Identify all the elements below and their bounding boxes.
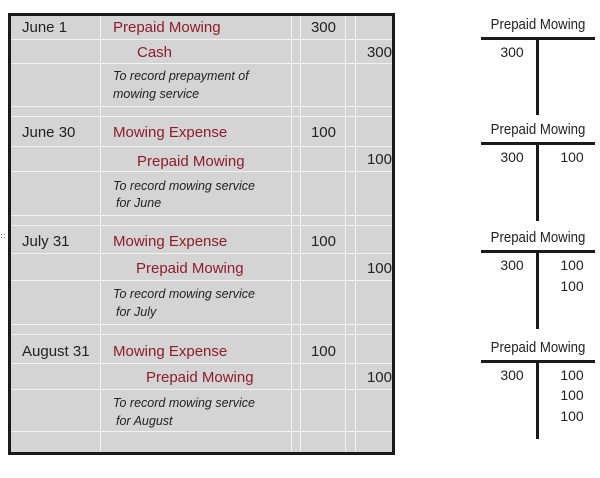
t-account-debit: 300 [500,367,524,383]
entry-date: June 30 [22,124,76,141]
entry-memo: To record prepayment of [113,69,249,83]
debit-account: Mowing Expense [113,343,228,360]
credit-account: Cash [137,44,173,61]
row-divider [11,334,392,335]
entry-memo: To record mowing service [113,287,255,301]
t-account-title: Prepaid Mowing [490,339,586,356]
row-divider [11,39,392,40]
t-account-credit: 100 [560,257,584,273]
credit-amount: 100 [366,369,392,386]
column-divider [291,16,292,452]
edge-marker: :: [0,231,6,240]
entry-memo: for August [116,414,173,428]
t-account-center-rule [536,250,539,329]
entry-memo: To record mowing service [113,396,255,410]
debit-amount: 100 [310,343,336,360]
row-divider [11,389,392,390]
debit-account: Mowing Expense [113,124,228,141]
column-divider [345,16,346,452]
row-divider [11,280,392,281]
row-divider [11,146,392,147]
credit-amount: 100 [366,260,392,277]
t-account-credit: 100 [560,278,584,294]
entry-memo: for June [116,196,162,210]
entry-date: July 31 [22,233,70,250]
row-divider [11,324,392,325]
column-divider [100,16,101,452]
row-divider [11,63,392,64]
t-account-title: Prepaid Mowing [490,229,586,246]
t-account-center-rule [536,142,539,221]
t-account-title: Prepaid Mowing [490,16,586,33]
credit-account: Prepaid Mowing [136,260,244,277]
debit-account: Mowing Expense [113,233,228,250]
debit-amount: 300 [310,19,336,36]
debit-amount: 100 [310,124,336,141]
debit-amount: 100 [310,233,336,250]
entry-date: August 31 [22,343,90,360]
t-account-center-rule [536,360,539,439]
entry-memo: To record mowing service [113,179,255,193]
t-account-credit: 100 [560,367,584,383]
row-divider [11,106,392,107]
debit-account: Prepaid Mowing [113,19,221,36]
credit-amount: 300 [366,44,392,61]
t-account-credit: 100 [560,149,584,165]
row-divider [11,215,392,216]
general-journal [8,13,395,455]
entry-memo: mowing service [113,87,200,101]
entry-memo: for July [116,305,157,319]
row-divider [11,171,392,172]
t-account-center-rule [536,37,539,115]
credit-account: Prepaid Mowing [137,153,245,170]
credit-amount: 100 [366,151,392,168]
row-divider [11,225,392,226]
credit-account: Prepaid Mowing [146,369,254,386]
t-account-debit: 300 [500,149,524,165]
t-account-debit: 300 [500,257,524,273]
t-account-credit: 100 [560,408,584,424]
row-divider [11,431,392,432]
t-account-debit: 300 [500,44,524,60]
entry-date: June 1 [22,19,68,36]
t-account-credit: 100 [560,387,584,403]
row-divider [11,253,392,254]
row-divider [11,363,392,364]
row-divider [11,116,392,117]
t-account-title: Prepaid Mowing [490,121,586,138]
